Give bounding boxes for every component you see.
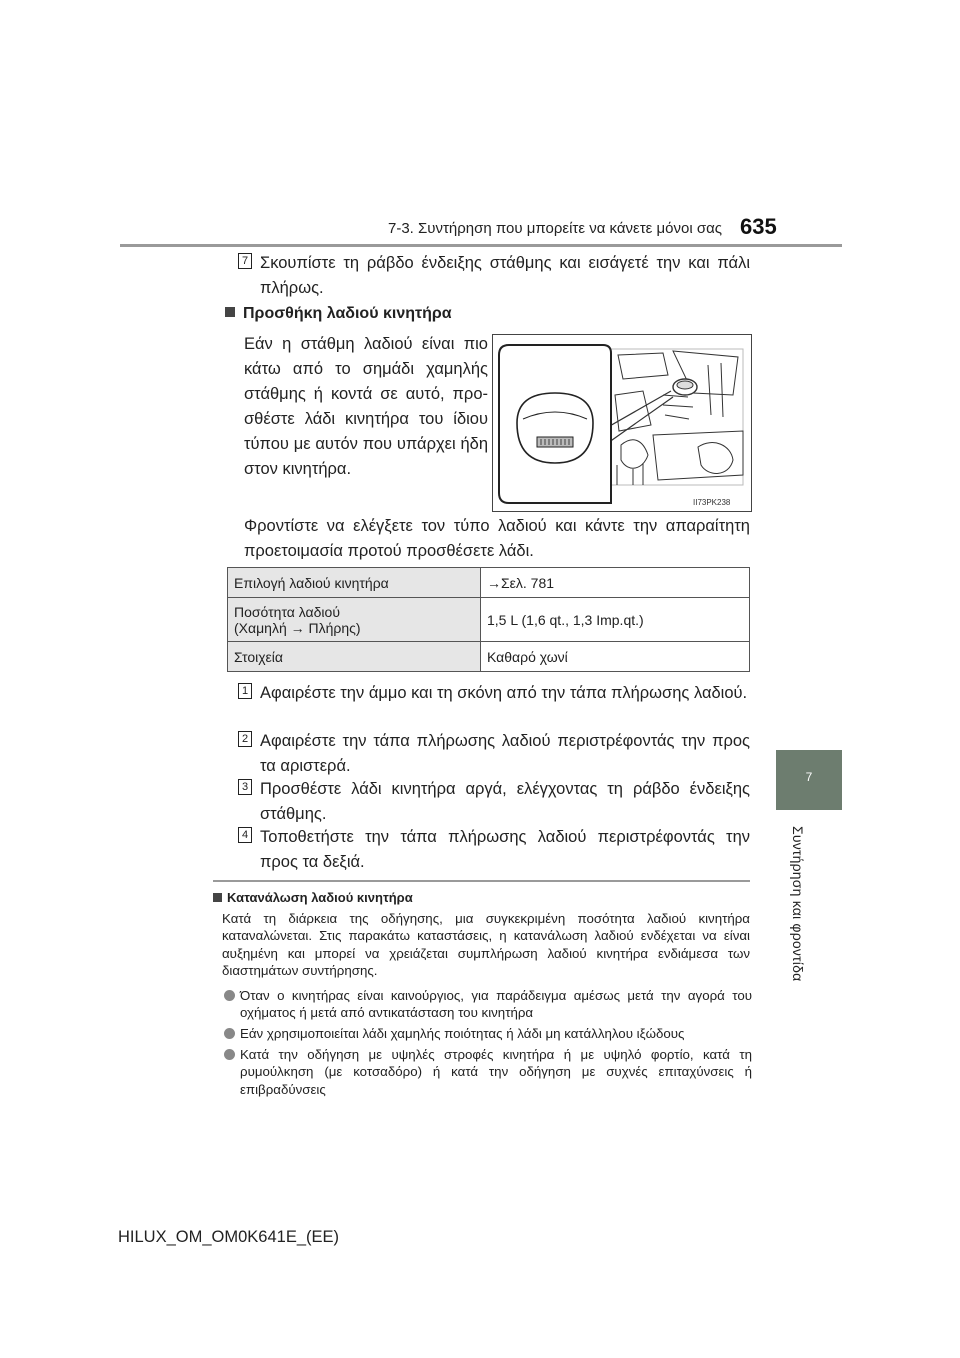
step-number-box: 7 [238, 253, 252, 269]
note-list-item [222, 1046, 752, 1098]
notes-body: Κατά τη διάρκεια της οδήγησης, μια συγκεκριμένη ποσότητα λαδιού κινητήρα καταναλώνεται. Στις παρακάτω καταστάσεις, η κατανάλωση λαδιού ενδέχεται να είναι αυξημένη και μπορεί να χρειάζεται συμπλήρωση λαδιού κινητήρα ενδιάμεσα των διαστημάτων συντήρησης. [222, 911, 750, 978]
page-number: 635 [740, 214, 777, 239]
step-text: Αφαιρέστε την τάπα πλήρωσης λαδιού περιστρέφοντάς την προς τα αριστερά. [260, 732, 750, 775]
header-divider [120, 244, 842, 247]
notes-divider [213, 880, 750, 882]
step-number-box: 3 [238, 779, 252, 795]
section-intro: Εάν η στάθμη λαδιού είναι πιο κάτω από το σημάδι χαμηλής στάθμης ή κοντά σε αυτό, προ-σθέστε λάδι κινητήρα του ίδιου τύπου με αυτόν που υπάρχει ήδη στον κινητήρα. [244, 335, 488, 478]
notes-heading [213, 890, 413, 905]
step-number-box: 1 [238, 683, 252, 699]
section-heading-text: Προσθήκη λαδιού κινητήρα [243, 305, 452, 322]
note-list-item [222, 1025, 752, 1042]
document-code: HILUX_OM_OM0K641E_(EE) [118, 1228, 340, 1246]
table-key-line: (Χαμηλή → Πλήρης) [234, 619, 361, 636]
step-number-box: 2 [238, 731, 252, 747]
table-value: Καθαρό χωνί [481, 642, 750, 672]
note-list-item [222, 987, 752, 1022]
table-row [228, 568, 750, 598]
section-title: 7-3. Συντήρηση που μπορείτε να κάνετε μόνοι σας [388, 220, 722, 237]
oil-filler-cap-figure [492, 334, 752, 512]
chapter-number: 7 [805, 770, 813, 784]
table-value: 1,5 L (1,6 qt., 1,3 Imp.qt.) [481, 598, 750, 642]
step-text: Προσθέστε λάδι κινητήρα αργά, ελέγχοντας τη ράβδο ένδειξης στάθμης. [260, 780, 750, 823]
table-key-line: Ποσότητα λαδιού [234, 603, 340, 620]
table-key: Στοιχεία [228, 642, 481, 672]
engine-illustration [493, 335, 751, 511]
chapter-label: Συντήρηση και φροντίδα [790, 826, 806, 982]
note-item-text: Εάν χρησιμοποιείται λάδι χαμηλής ποιότητας ή λάδι μη κατάλληλου ιξώδους [240, 1026, 685, 1041]
figure-code: II73PK238 [693, 498, 731, 507]
table-key: Επιλογή λαδιού κινητήρα [228, 568, 481, 598]
table-key [228, 598, 481, 642]
section-heading [225, 305, 452, 323]
table-row [228, 598, 750, 642]
notes-heading-text: Κατανάλωση λαδιού κινητήρα [227, 890, 413, 905]
note-item-text: Όταν ο κινητήρας είναι καινούργιος, για παράδειγμα αμέσως μετά την αγορά του οχήματος ή μετά από αντικατάσταση του κινητήρα [240, 988, 752, 1021]
table-value: →Σελ. 781 [481, 568, 750, 598]
step-number-box: 4 [238, 827, 252, 843]
step-text: Τοποθετήστε την τάπα πλήρωσης λαδιού περιστρέφοντάς την προς τα δεξιά. [260, 828, 750, 871]
bullet-dot-icon [224, 1028, 235, 1039]
bullet-dot-icon [224, 990, 235, 1001]
step-text: Σκουπίστε τη ράβδο ένδειξης στάθμης και εισάγετέ την και πάλι πλήρως. [260, 254, 750, 297]
bullet-dot-icon [224, 1049, 235, 1060]
oil-spec-table [227, 567, 750, 672]
section-advice: Φροντίστε να ελέγξετε τον τύπο λαδιού και κάντε την απαραίτητη προετοιμασία προτού προσθέσετε λάδι. [244, 517, 750, 560]
section-bullet-icon [225, 307, 235, 317]
step-text: Αφαιρέστε την άμμο και τη σκόνη από την τάπα πλήρωσης λαδιού. [260, 684, 748, 702]
notes-bullet-icon [213, 893, 222, 902]
note-item-text: Κατά την οδήγηση με υψηλές στροφές κινητήρα ή με υψηλό φορτίο, κατά τη ρυμούλκηση (με κοτσαδόρο) ή κατά την οδήγηση με συχνές επιταχύνσεις ή επιβραδύνσεις [240, 1047, 752, 1097]
table-row [228, 642, 750, 672]
